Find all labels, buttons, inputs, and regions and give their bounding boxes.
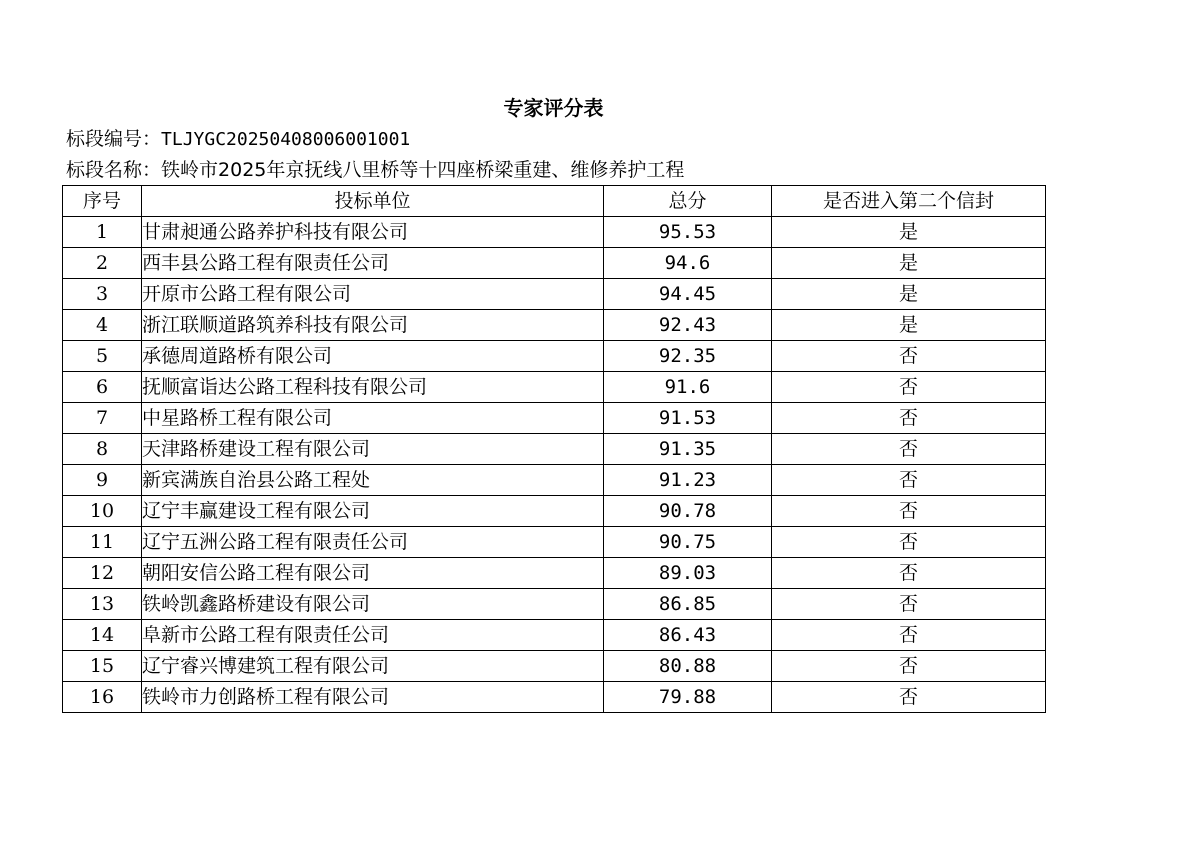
second-envelope-cell: 否 xyxy=(772,341,1046,372)
bidder-name-cell: 辽宁丰赢建设工程有限公司 xyxy=(142,496,604,527)
section-code-label: 标段编号： xyxy=(66,128,162,150)
total-score-cell: 92.43 xyxy=(604,310,772,341)
table-row xyxy=(63,217,1046,248)
table-row xyxy=(63,651,1046,682)
second-envelope-cell: 否 xyxy=(772,434,1046,465)
total-score-cell: 94.6 xyxy=(604,248,772,279)
header-total-score: 总分 xyxy=(604,186,772,217)
bidder-name-cell: 铁岭市力创路桥工程有限公司 xyxy=(142,682,604,713)
header-no: 序号 xyxy=(63,186,142,217)
bidder-name-cell: 抚顺富诣达公路工程科技有限公司 xyxy=(142,372,604,403)
table-row xyxy=(63,279,1046,310)
table-row xyxy=(63,620,1046,651)
bidder-name-cell: 承德周道路桥有限公司 xyxy=(142,341,604,372)
table-row xyxy=(63,341,1046,372)
bidder-name-cell: 阜新市公路工程有限责任公司 xyxy=(142,620,604,651)
table-row xyxy=(63,589,1046,620)
bidder-name-cell: 朝阳安信公路工程有限公司 xyxy=(142,558,604,589)
second-envelope-cell: 否 xyxy=(772,496,1046,527)
table-row xyxy=(63,682,1046,713)
row-number-cell: 13 xyxy=(63,589,142,620)
second-envelope-cell: 否 xyxy=(772,682,1046,713)
document-title: 专家评分表 xyxy=(503,96,604,120)
second-envelope-cell: 是 xyxy=(772,279,1046,310)
section-name-value: 铁岭市2025年京抚线八里桥等十四座桥梁重建、维修养护工程 xyxy=(161,159,685,181)
total-score-cell: 86.43 xyxy=(604,620,772,651)
bidder-name-cell: 辽宁五洲公路工程有限责任公司 xyxy=(142,527,604,558)
row-number-cell: 16 xyxy=(63,682,142,713)
table-row xyxy=(63,465,1046,496)
total-score-cell: 80.88 xyxy=(604,651,772,682)
total-score-cell: 91.6 xyxy=(604,372,772,403)
section-name-line xyxy=(66,156,684,184)
table-row xyxy=(63,434,1046,465)
table-row xyxy=(63,310,1046,341)
row-number-cell: 6 xyxy=(63,372,142,403)
row-number-cell: 15 xyxy=(63,651,142,682)
row-number-cell: 8 xyxy=(63,434,142,465)
second-envelope-cell: 否 xyxy=(772,589,1046,620)
header-bidder: 投标单位 xyxy=(142,186,604,217)
row-number-cell: 11 xyxy=(63,527,142,558)
second-envelope-cell: 是 xyxy=(772,310,1046,341)
total-score-cell: 90.75 xyxy=(604,527,772,558)
total-score-cell: 91.53 xyxy=(604,403,772,434)
bidder-name-cell: 天津路桥建设工程有限公司 xyxy=(142,434,604,465)
second-envelope-cell: 否 xyxy=(772,651,1046,682)
second-envelope-cell: 否 xyxy=(772,620,1046,651)
row-number-cell: 7 xyxy=(63,403,142,434)
second-envelope-cell: 否 xyxy=(772,372,1046,403)
table-row xyxy=(63,248,1046,279)
section-name-label: 标段名称： xyxy=(66,159,162,181)
total-score-cell: 91.23 xyxy=(604,465,772,496)
second-envelope-cell: 否 xyxy=(772,403,1046,434)
total-score-cell: 91.35 xyxy=(604,434,772,465)
table-row xyxy=(63,372,1046,403)
table-row xyxy=(63,496,1046,527)
row-number-cell: 12 xyxy=(63,558,142,589)
bidder-name-cell: 新宾满族自治县公路工程处 xyxy=(142,465,604,496)
section-code-line xyxy=(66,125,410,154)
row-number-cell: 2 xyxy=(63,248,142,279)
bidder-name-cell: 浙江联顺道路筑养科技有限公司 xyxy=(142,310,604,341)
row-number-cell: 14 xyxy=(63,620,142,651)
row-number-cell: 4 xyxy=(63,310,142,341)
total-score-cell: 90.78 xyxy=(604,496,772,527)
total-score-cell: 89.03 xyxy=(604,558,772,589)
total-score-cell: 95.53 xyxy=(604,217,772,248)
row-number-cell: 3 xyxy=(63,279,142,310)
bidder-name-cell: 铁岭凯鑫路桥建设有限公司 xyxy=(142,589,604,620)
row-number-cell: 9 xyxy=(63,465,142,496)
bidder-name-cell: 辽宁睿兴博建筑工程有限公司 xyxy=(142,651,604,682)
second-envelope-cell: 否 xyxy=(772,465,1046,496)
header-second-envelope: 是否进入第二个信封 xyxy=(772,186,1046,217)
row-number-cell: 1 xyxy=(63,217,142,248)
second-envelope-cell: 否 xyxy=(772,558,1046,589)
table-header-row xyxy=(63,186,1046,217)
section-code-value: TLJYGC20250408006001001 xyxy=(161,129,411,150)
total-score-cell: 86.85 xyxy=(604,589,772,620)
table-row xyxy=(63,558,1046,589)
score-table xyxy=(62,185,1046,713)
second-envelope-cell: 是 xyxy=(772,217,1046,248)
bidder-name-cell: 开原市公路工程有限公司 xyxy=(142,279,604,310)
row-number-cell: 5 xyxy=(63,341,142,372)
total-score-cell: 94.45 xyxy=(604,279,772,310)
row-number-cell: 10 xyxy=(63,496,142,527)
table-row xyxy=(63,403,1046,434)
bidder-name-cell: 甘肃昶通公路养护科技有限公司 xyxy=(142,217,604,248)
total-score-cell: 79.88 xyxy=(604,682,772,713)
bidder-name-cell: 中星路桥工程有限公司 xyxy=(142,403,604,434)
table-row xyxy=(63,527,1046,558)
bidder-name-cell: 西丰县公路工程有限责任公司 xyxy=(142,248,604,279)
second-envelope-cell: 否 xyxy=(772,527,1046,558)
total-score-cell: 92.35 xyxy=(604,341,772,372)
second-envelope-cell: 是 xyxy=(772,248,1046,279)
table-body xyxy=(63,217,1046,713)
